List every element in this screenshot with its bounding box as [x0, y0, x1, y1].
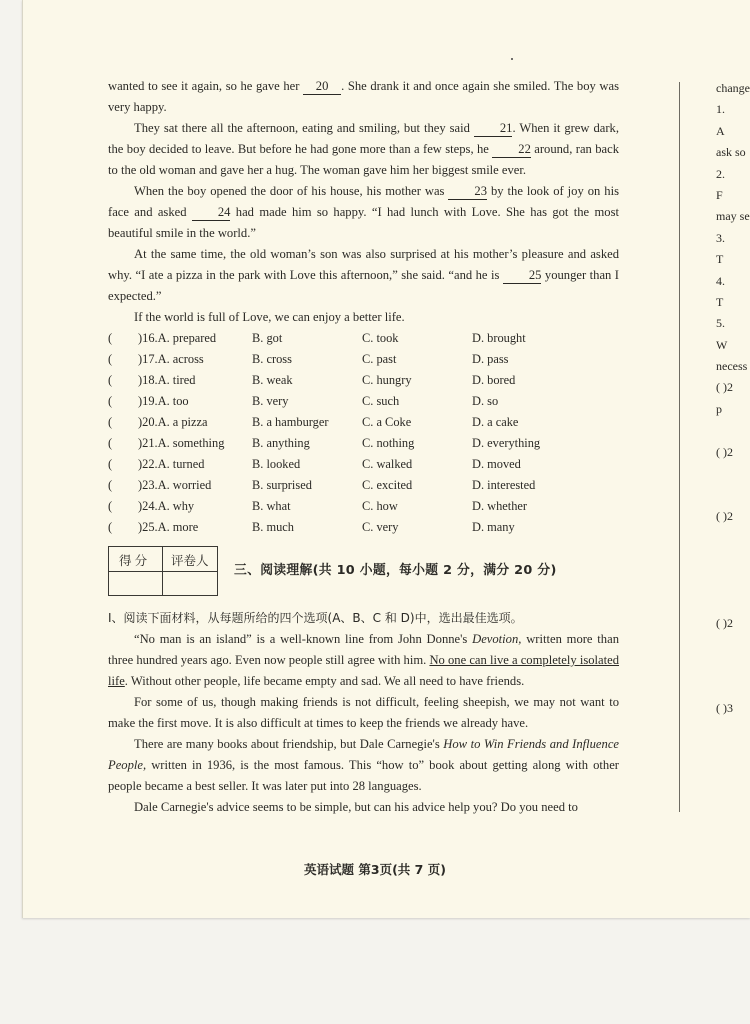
fragment-line: 5. [716, 316, 725, 331]
option-c: C. very [362, 520, 399, 534]
option-c: C. took [362, 331, 399, 345]
option-c: C. how [362, 499, 398, 513]
fragment-line: W [716, 337, 728, 352]
option-row [108, 517, 540, 538]
option-b: B. much [252, 520, 294, 534]
fragment-line [716, 463, 750, 484]
option-row [108, 496, 540, 517]
option-row [108, 412, 540, 433]
option-row [108, 370, 540, 391]
reading-paragraph-2: For some of us, though making friends is not difficult, feeling sheepish, we may not want to make the first move. It is also difficult at times to keep the friends we already have. [108, 695, 619, 730]
option-row [108, 391, 540, 412]
passage-paragraph-3: When the boy opened the door of his house, his mother was 23 by the look of joy on his face and asked 24 had made him so happy. “I had lunch with Love. She has got the most beautiful smile in the world.” [108, 184, 619, 240]
option-d: D. many [472, 520, 515, 534]
fragment-line [716, 549, 750, 570]
blank-25: 25 [503, 268, 542, 284]
option-c: C. walked [362, 457, 413, 471]
option-a: )18.A. tired [138, 373, 196, 387]
fragment-line [716, 591, 750, 612]
option-c: C. excited [362, 478, 413, 492]
blank-21: 21 [474, 121, 513, 137]
fragment-line: change [716, 81, 750, 95]
option-c: C. hungry [362, 373, 412, 387]
fragment-line: T [716, 252, 724, 267]
option-a: )22.A. turned [138, 457, 205, 471]
option-paren: ( [108, 478, 113, 492]
grader-label: 评卷人 [171, 554, 209, 568]
option-c: C. nothing [362, 436, 415, 450]
option-paren: ( [108, 415, 113, 429]
fragment-line: necess [716, 359, 748, 374]
book-title-carnegie: How to Win Friends and Influence People, [108, 737, 619, 772]
fragment-line: ( )2 [716, 615, 733, 630]
fragment-line [716, 527, 750, 548]
score-box [108, 546, 218, 596]
option-paren: ( [108, 436, 113, 450]
fragment-line [716, 656, 750, 677]
option-paren: ( [108, 457, 113, 471]
option-b: B. very [252, 394, 289, 408]
option-a: )21.A. something [138, 436, 225, 450]
option-a: )23.A. worried [138, 478, 212, 492]
blank-23: 23 [448, 184, 487, 200]
fragment-line: may se [716, 209, 750, 224]
passage-paragraph-4: At the same time, the old woman’s son was also surprised at his mother’s pleasure and asked why. “I ate a pizza in the park with Love this afternoon,” she said. “and he is 25 younger than I expected.” [108, 247, 619, 303]
option-a: )19.A. too [138, 394, 189, 408]
options-table [108, 328, 540, 538]
option-b: B. surprised [252, 478, 312, 492]
fragment-line: 2. [716, 166, 725, 181]
option-d: D. so [472, 394, 499, 408]
fragment-line: 3. [716, 230, 725, 245]
option-b: B. cross [252, 352, 292, 366]
option-d: D. everything [472, 436, 541, 450]
next-column-fragment [716, 78, 750, 720]
option-b: B. got [252, 331, 283, 345]
book-title-devotion: Devotion, [472, 632, 522, 646]
option-a: )24.A. why [138, 499, 195, 513]
fragment-line: ( )2 [716, 380, 733, 395]
option-row [108, 328, 540, 349]
fragment-line [716, 420, 750, 441]
fragment-line: 4. [716, 273, 725, 288]
option-paren: ( [108, 499, 113, 513]
reading-paragraph-1: “No man is an island” is a well-known line from John Donne's Devotion, written more than three hundred years ago. Even now people still agree with him. No one can live a completely isolated life. Without other people, life became empty and sad. We all need to have friends. [108, 632, 619, 688]
option-d: D. whether [472, 499, 528, 513]
speck [511, 58, 513, 60]
option-a: )16.A. prepared [138, 331, 217, 345]
blank-20: 20 [303, 79, 341, 95]
option-b: B. looked [252, 457, 301, 471]
option-row [108, 349, 540, 370]
fragment-line: T [716, 294, 724, 309]
page-footer: 英语试题 第3页(共 7 页) [304, 862, 446, 877]
option-d: D. bored [472, 373, 516, 387]
fragment-line: F [716, 187, 723, 202]
fragment-line: ( )2 [716, 508, 733, 523]
option-paren: ( [108, 331, 113, 345]
option-d: D. pass [472, 352, 509, 366]
option-a: )17.A. across [138, 352, 204, 366]
option-b: B. anything [252, 436, 310, 450]
option-d: D. moved [472, 457, 521, 471]
option-paren: ( [108, 394, 113, 408]
option-b: B. weak [252, 373, 293, 387]
column-divider [679, 82, 680, 812]
option-row [108, 433, 540, 454]
main-column [108, 76, 619, 818]
option-c: C. such [362, 394, 400, 408]
underlined-sentence: No one can live a completely isolated life [108, 653, 619, 688]
option-d: D. interested [472, 478, 536, 492]
fragment-line: A [716, 123, 725, 138]
option-a: )20.A. a pizza [138, 415, 208, 429]
passage-paragraph-1: wanted to see it again, so he gave her 20 . She drank it and once again she smiled. The boy was very happy. [108, 79, 620, 114]
option-row [108, 454, 540, 475]
option-c: C. a Coke [362, 415, 412, 429]
option-paren: ( [108, 352, 113, 366]
score-label: 得 分 [119, 554, 148, 568]
fragment-line: ( )3 [716, 701, 733, 716]
option-paren: ( [108, 373, 113, 387]
option-b: B. a hamburger [252, 415, 329, 429]
fragment-line [716, 570, 750, 591]
fragment-line [716, 677, 750, 698]
section-title: 三、阅读理解(共 10 小题，每小题 2 分，满分 20 分) [234, 563, 557, 578]
option-row [108, 475, 540, 496]
reading-paragraph-4: Dale Carnegie's advice seems to be simple, but can his advice help you? Do you need to [134, 800, 578, 814]
option-d: D. brought [472, 331, 526, 345]
fragment-line: ( )2 [716, 444, 733, 459]
option-d: D. a cake [472, 415, 519, 429]
blank-24: 24 [192, 205, 231, 221]
fragment-line [716, 634, 750, 655]
reading-paragraph-3: There are many books about friendship, but Dale Carnegie's How to Win Friends and Influence People, written in 1936, is the most famous. This “how to” book about getting along with other people became a best seller. It was later put into 28 languages. [108, 737, 619, 793]
option-c: C. past [362, 352, 397, 366]
fragment-line: ask so [716, 145, 746, 160]
fragment-line: 1. [716, 102, 725, 117]
section-header [108, 546, 619, 606]
passage-paragraph-2: They sat there all the afternoon, eating and smiling, but they said 21. When it grew dark, the boy decided to leave. But before he had gone more than a few steps, he 22 around, ran back to the old woman and gave her a hug. The woman gave him her biggest smile ever. [108, 121, 619, 177]
fragment-line: p [716, 401, 722, 416]
page-edge [22, 0, 23, 918]
passage-paragraph-5: If the world is full of Love, we can enjoy a better life. [134, 310, 405, 324]
option-a: )25.A. more [138, 520, 199, 534]
option-b: B. what [252, 499, 291, 513]
blank-22: 22 [492, 142, 531, 158]
option-paren: ( [108, 520, 113, 534]
section-instruction: I、阅读下面材料，从每题所给的四个选项(A、B、C 和 D)中，选出最佳选项。 [108, 611, 523, 625]
fragment-line [716, 484, 750, 505]
